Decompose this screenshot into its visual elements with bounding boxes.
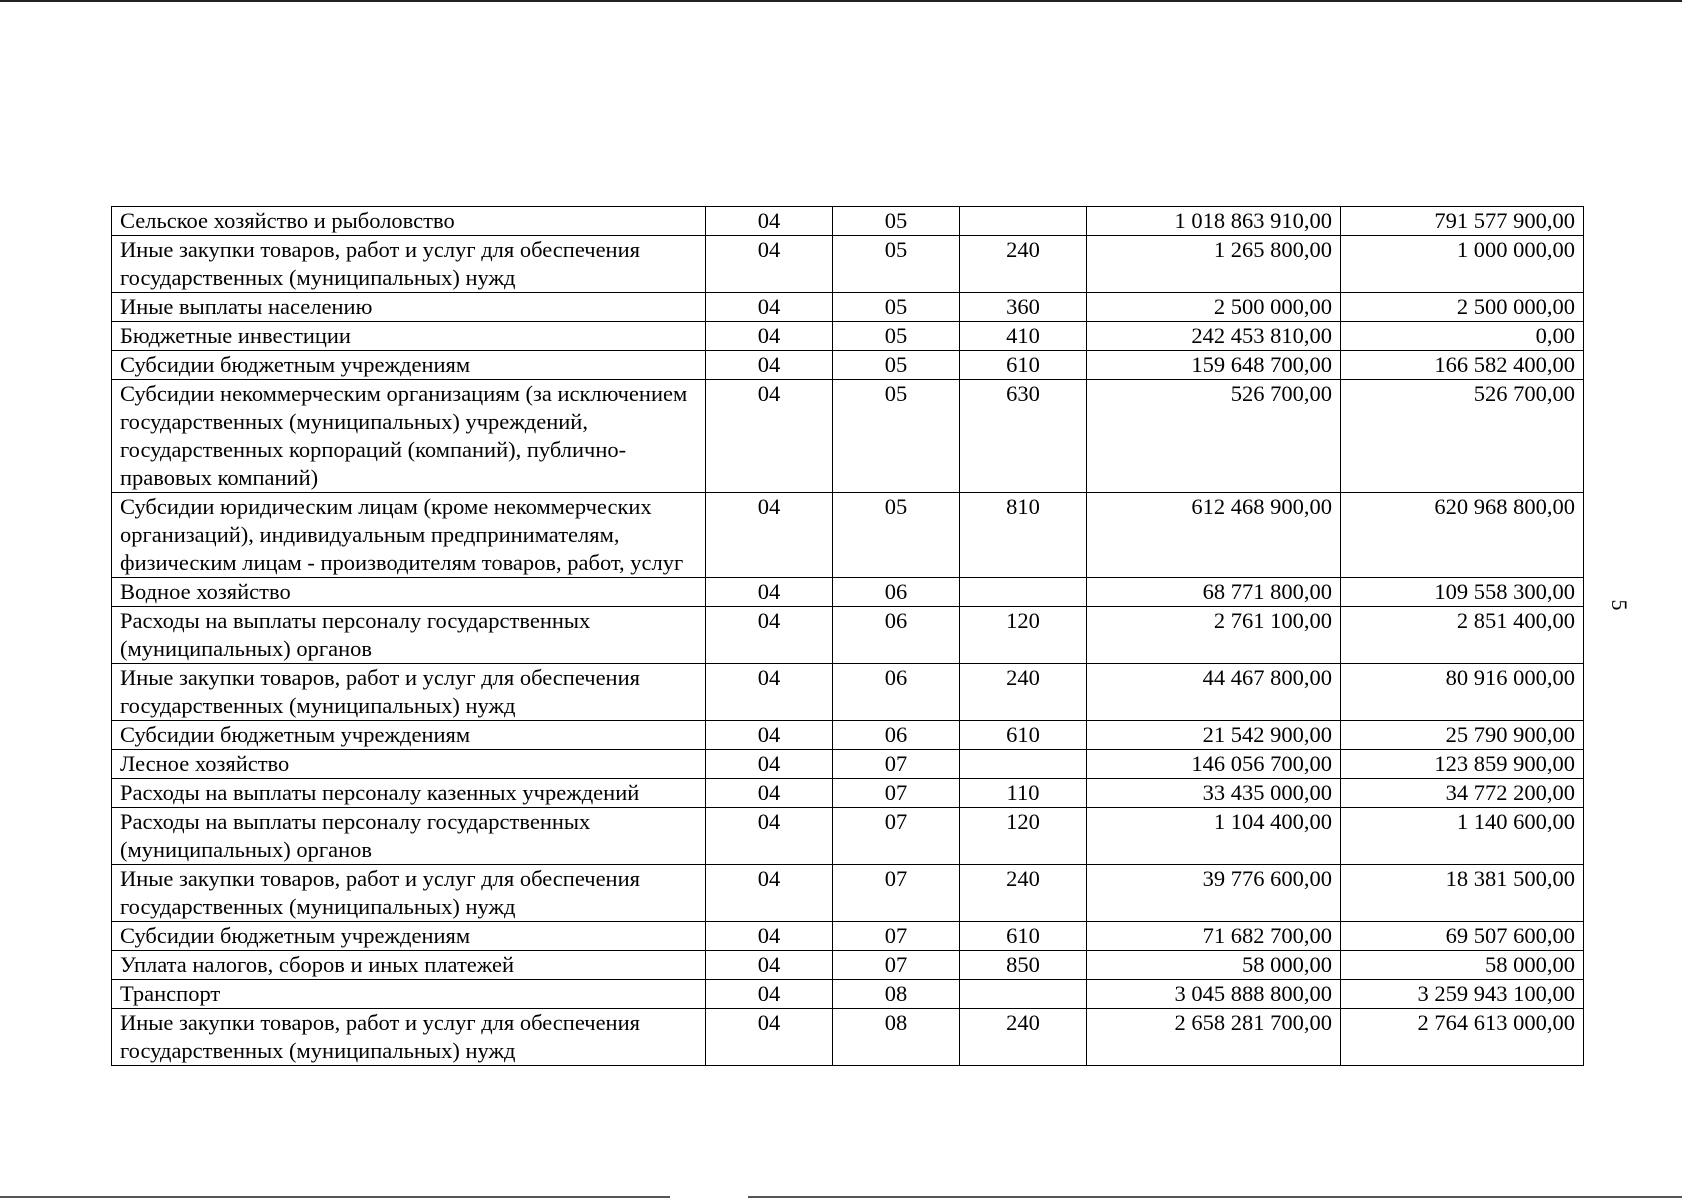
row-name-cell: Иные закупки товаров, работ и услуг для обеспечения государственных (муниципальных) нужд (112, 1009, 706, 1066)
row-amount-2-cell: 1 000 000,00 (1341, 236, 1584, 293)
row-name-cell: Субсидии юридическим лицам (кроме некоммерческих организаций), индивидуальным предпринимателям, физическим лицам - производителям товаров, работ, услуг (112, 493, 706, 578)
scan-edge-bottom-right (748, 1196, 1682, 1198)
page-number: 5 (1607, 599, 1632, 611)
table-row (112, 721, 1584, 750)
row-section-cell: 04 (706, 750, 833, 779)
row-amount-2-cell: 3 259 943 100,00 (1341, 980, 1584, 1009)
row-expense-type-cell: 360 (960, 293, 1087, 322)
row-amount-1-cell: 71 682 700,00 (1087, 922, 1341, 951)
table-row (112, 808, 1584, 865)
row-subsection-cell: 08 (833, 1009, 960, 1066)
row-section-cell: 04 (706, 380, 833, 493)
row-amount-1-cell: 2 500 000,00 (1087, 293, 1341, 322)
row-expense-type-cell (960, 980, 1087, 1009)
row-name-cell: Сельское хозяйство и рыболовство (112, 207, 706, 236)
row-subsection-cell: 07 (833, 808, 960, 865)
row-name-cell: Иные закупки товаров, работ и услуг для обеспечения государственных (муниципальных) нужд (112, 236, 706, 293)
row-subsection-cell: 05 (833, 322, 960, 351)
row-section-cell: 04 (706, 1009, 833, 1066)
row-section-cell: 04 (706, 236, 833, 293)
row-amount-1-cell: 612 468 900,00 (1087, 493, 1341, 578)
table-row (112, 664, 1584, 721)
row-amount-2-cell: 526 700,00 (1341, 380, 1584, 493)
row-amount-2-cell: 34 772 200,00 (1341, 779, 1584, 808)
row-name-cell: Расходы на выплаты персоналу казенных учреждений (112, 779, 706, 808)
table-row (112, 1009, 1584, 1066)
row-amount-2-cell: 2 500 000,00 (1341, 293, 1584, 322)
row-subsection-cell: 07 (833, 750, 960, 779)
row-amount-1-cell: 526 700,00 (1087, 380, 1341, 493)
row-section-cell: 04 (706, 322, 833, 351)
table-row (112, 236, 1584, 293)
row-amount-2-cell: 2 851 400,00 (1341, 607, 1584, 664)
table-row (112, 578, 1584, 607)
row-amount-1-cell: 33 435 000,00 (1087, 779, 1341, 808)
row-amount-1-cell: 146 056 700,00 (1087, 750, 1341, 779)
row-expense-type-cell: 240 (960, 664, 1087, 721)
row-expense-type-cell: 610 (960, 351, 1087, 380)
row-name-cell: Иные выплаты населению (112, 293, 706, 322)
row-subsection-cell: 06 (833, 607, 960, 664)
row-amount-1-cell: 159 648 700,00 (1087, 351, 1341, 380)
row-expense-type-cell: 610 (960, 922, 1087, 951)
row-section-cell: 04 (706, 951, 833, 980)
row-subsection-cell: 07 (833, 951, 960, 980)
row-subsection-cell: 07 (833, 922, 960, 951)
table-row (112, 322, 1584, 351)
row-amount-2-cell: 25 790 900,00 (1341, 721, 1584, 750)
row-section-cell: 04 (706, 607, 833, 664)
row-amount-1-cell: 68 771 800,00 (1087, 578, 1341, 607)
row-name-cell: Субсидии бюджетным учреждениям (112, 721, 706, 750)
row-name-cell: Субсидии бюджетным учреждениям (112, 351, 706, 380)
row-expense-type-cell: 240 (960, 236, 1087, 293)
row-amount-1-cell: 1 265 800,00 (1087, 236, 1341, 293)
table-row (112, 493, 1584, 578)
row-section-cell: 04 (706, 808, 833, 865)
row-section-cell: 04 (706, 922, 833, 951)
table-row (112, 207, 1584, 236)
row-subsection-cell: 05 (833, 351, 960, 380)
row-amount-1-cell: 2 761 100,00 (1087, 607, 1341, 664)
row-amount-2-cell: 791 577 900,00 (1341, 207, 1584, 236)
row-name-cell: Субсидии некоммерческим организациям (за исключением государственных (муниципальных) учреждений, государственных корпораций (компаний), публично-правовых компаний) (112, 380, 706, 493)
row-expense-type-cell: 110 (960, 779, 1087, 808)
row-expense-type-cell: 240 (960, 865, 1087, 922)
row-name-cell: Иные закупки товаров, работ и услуг для обеспечения государственных (муниципальных) нужд (112, 865, 706, 922)
row-subsection-cell: 06 (833, 664, 960, 721)
row-amount-1-cell: 39 776 600,00 (1087, 865, 1341, 922)
row-amount-2-cell: 109 558 300,00 (1341, 578, 1584, 607)
table-row (112, 922, 1584, 951)
row-subsection-cell: 05 (833, 236, 960, 293)
row-subsection-cell: 06 (833, 721, 960, 750)
table-row (112, 750, 1584, 779)
row-section-cell: 04 (706, 493, 833, 578)
row-amount-2-cell: 0,00 (1341, 322, 1584, 351)
table-row (112, 779, 1584, 808)
scan-edge-bottom-left (0, 1196, 670, 1198)
row-section-cell: 04 (706, 351, 833, 380)
row-amount-2-cell: 2 764 613 000,00 (1341, 1009, 1584, 1066)
row-section-cell: 04 (706, 721, 833, 750)
row-expense-type-cell: 810 (960, 493, 1087, 578)
budget-table (111, 206, 1584, 1066)
row-amount-1-cell: 21 542 900,00 (1087, 721, 1341, 750)
row-section-cell: 04 (706, 779, 833, 808)
row-name-cell: Расходы на выплаты персоналу государственных (муниципальных) органов (112, 808, 706, 865)
row-name-cell: Расходы на выплаты персоналу государственных (муниципальных) органов (112, 607, 706, 664)
row-amount-2-cell: 166 582 400,00 (1341, 351, 1584, 380)
row-section-cell: 04 (706, 980, 833, 1009)
row-expense-type-cell: 850 (960, 951, 1087, 980)
row-section-cell: 04 (706, 293, 833, 322)
table-row (112, 951, 1584, 980)
scan-edge-top (0, 0, 1682, 2)
table-row (112, 380, 1584, 493)
row-subsection-cell: 05 (833, 293, 960, 322)
table-row (112, 980, 1584, 1009)
table-row (112, 607, 1584, 664)
row-amount-2-cell: 123 859 900,00 (1341, 750, 1584, 779)
row-amount-2-cell: 80 916 000,00 (1341, 664, 1584, 721)
row-name-cell: Субсидии бюджетным учреждениям (112, 922, 706, 951)
row-expense-type-cell (960, 207, 1087, 236)
row-subsection-cell: 07 (833, 779, 960, 808)
row-name-cell: Иные закупки товаров, работ и услуг для обеспечения государственных (муниципальных) нужд (112, 664, 706, 721)
table-row (112, 293, 1584, 322)
row-amount-1-cell: 2 658 281 700,00 (1087, 1009, 1341, 1066)
row-amount-1-cell: 58 000,00 (1087, 951, 1341, 980)
row-name-cell: Лесное хозяйство (112, 750, 706, 779)
row-name-cell: Бюджетные инвестиции (112, 322, 706, 351)
row-section-cell: 04 (706, 578, 833, 607)
row-amount-1-cell: 44 467 800,00 (1087, 664, 1341, 721)
row-subsection-cell: 06 (833, 578, 960, 607)
row-expense-type-cell: 630 (960, 380, 1087, 493)
row-subsection-cell: 07 (833, 865, 960, 922)
row-subsection-cell: 05 (833, 380, 960, 493)
row-amount-1-cell: 3 045 888 800,00 (1087, 980, 1341, 1009)
row-expense-type-cell: 240 (960, 1009, 1087, 1066)
row-amount-1-cell: 242 453 810,00 (1087, 322, 1341, 351)
row-amount-2-cell: 1 140 600,00 (1341, 808, 1584, 865)
row-amount-2-cell: 69 507 600,00 (1341, 922, 1584, 951)
row-section-cell: 04 (706, 207, 833, 236)
row-expense-type-cell: 610 (960, 721, 1087, 750)
row-name-cell: Водное хозяйство (112, 578, 706, 607)
row-expense-type-cell: 120 (960, 808, 1087, 865)
row-name-cell: Транспорт (112, 980, 706, 1009)
row-amount-1-cell: 1 018 863 910,00 (1087, 207, 1341, 236)
row-amount-2-cell: 18 381 500,00 (1341, 865, 1584, 922)
row-expense-type-cell: 410 (960, 322, 1087, 351)
row-amount-2-cell: 620 968 800,00 (1341, 493, 1584, 578)
row-amount-2-cell: 58 000,00 (1341, 951, 1584, 980)
row-expense-type-cell: 120 (960, 607, 1087, 664)
table-row (112, 351, 1584, 380)
row-subsection-cell: 08 (833, 980, 960, 1009)
row-amount-1-cell: 1 104 400,00 (1087, 808, 1341, 865)
row-expense-type-cell (960, 578, 1087, 607)
row-name-cell: Уплата налогов, сборов и иных платежей (112, 951, 706, 980)
table-body (112, 207, 1584, 1066)
row-section-cell: 04 (706, 865, 833, 922)
table-row (112, 865, 1584, 922)
row-subsection-cell: 05 (833, 207, 960, 236)
row-subsection-cell: 05 (833, 493, 960, 578)
row-expense-type-cell (960, 750, 1087, 779)
row-section-cell: 04 (706, 664, 833, 721)
